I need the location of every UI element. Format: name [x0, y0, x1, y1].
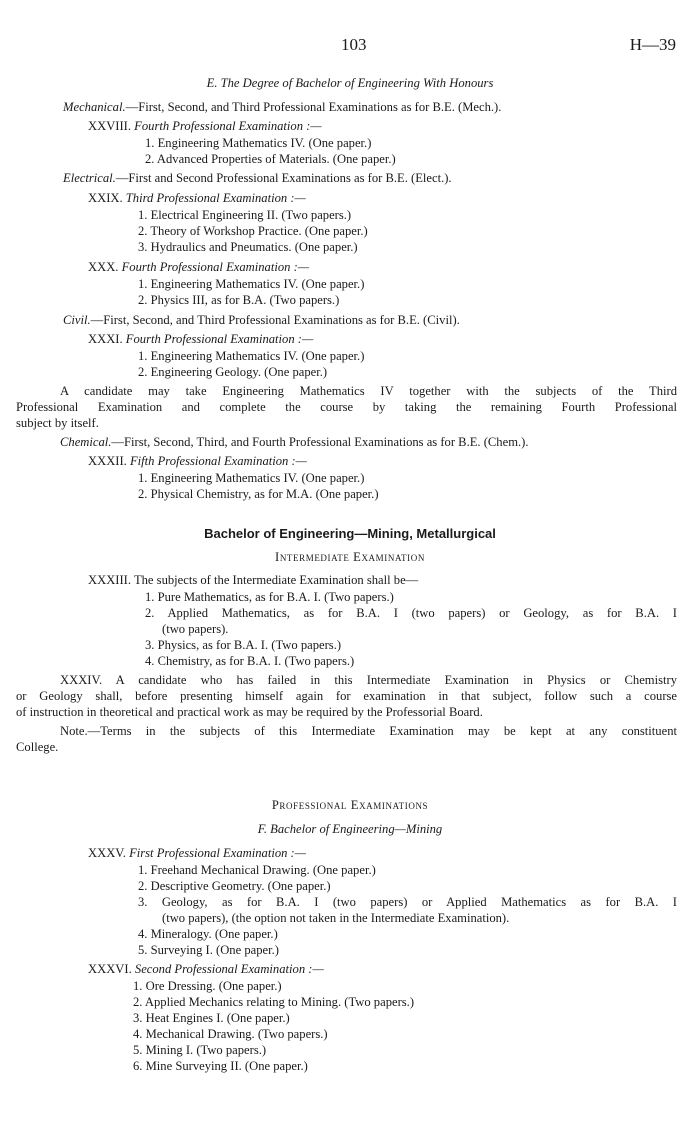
xxxiv-paragraph-line: of instruction in theoretical and practical work as may be required by the Professorial Board. [16, 705, 483, 719]
xxx-title: Fourth Professional Examination :— [121, 260, 309, 274]
xxxiii-item: 4. Chemistry, as for B.A. I. (Two papers.) [145, 654, 355, 668]
xxxv-heading [88, 846, 306, 860]
xxxv-item-continued: (two papers), (the option not taken in the Intermediate Examination). [162, 911, 510, 925]
xxxii-title: Fifth Professional Examination :— [129, 454, 307, 468]
xxxiii-item-continued: (two papers). [162, 622, 229, 636]
chemical-text: —First, Second, Third, and Fourth Professional Examinations as for B.E. (Chem.). [111, 435, 529, 449]
note-paragraph-line: College. [16, 740, 59, 754]
xxxiv-paragraph-line: XXXIV. A candidate who has failed in this Intermediate Examination in Physics or Chemistry [60, 673, 677, 687]
xxxi-heading [88, 332, 313, 346]
xxxvi-item: 5. Mining I. (Two papers.) [133, 1043, 267, 1057]
xxxv-item: 3. Geology, as for B.A. I (two papers) or Applied Mathematics as for B.A. I [138, 895, 677, 909]
xxxiii-num: XXXIII. [88, 573, 132, 587]
xxxv-item: 4. Mineralogy. (One paper.) [138, 927, 278, 941]
xxxiii-item: 3. Physics, as for B.A. I. (Two papers.) [145, 638, 342, 652]
chemical-label: Chemical. [60, 435, 112, 449]
xxxv-item: 5. Surveying I. (One paper.) [138, 943, 279, 957]
section-e-title: E. The Degree of Bachelor of Engineering With Honours [206, 76, 494, 90]
xxxii-item: 1. Engineering Mathematics IV. (One paper.) [138, 471, 365, 485]
electrical-label: Electrical. [63, 171, 116, 185]
candidate-paragraph-line: Professional Examination and complete the course by taking the remaining Fourth Professional [16, 400, 677, 414]
mining-heading: Bachelor of Engineering—Mining, Metallurgical [204, 526, 496, 541]
xxxii-item: 2. Physical Chemistry, as for M.A. (One paper.) [138, 487, 379, 501]
mechanical-text: —First, Second, and Third Professional Examinations as for B.E. (Mech.). [125, 100, 502, 114]
xxxiv-paragraph-line: or Geology shall, before presenting himself again for examination in that subject, follow such a course [16, 689, 677, 703]
xxix-heading [88, 191, 306, 205]
xxviii-heading [88, 119, 322, 133]
chemical-line [60, 435, 529, 449]
xxxvi-item: 4. Mechanical Drawing. (Two papers.) [133, 1027, 328, 1041]
xxviii-item: 2. Advanced Properties of Materials. (One paper.) [145, 152, 396, 166]
xxix-item: 1. Electrical Engineering II. (Two papers.) [138, 208, 352, 222]
mechanical-line [63, 100, 501, 114]
xxxi-num: XXXI. [88, 332, 123, 346]
xxxvi-item: 6. Mine Surveying II. (One paper.) [133, 1059, 308, 1073]
xxxvi-item: 3. Heat Engines I. (One paper.) [133, 1011, 290, 1025]
xxxv-title: First Professional Examination :— [129, 846, 306, 860]
page-number: 103 [341, 35, 367, 54]
xxix-item: 3. Hydraulics and Pneumatics. (One paper.) [138, 240, 358, 254]
xxxvi-heading [88, 962, 324, 976]
xxx-heading [88, 260, 309, 274]
xxxiii-lead-line [88, 573, 418, 587]
xxxiii-lead: The subjects of the Intermediate Examination shall be— [133, 573, 419, 587]
xxxi-item: 1. Engineering Mathematics IV. (One paper.) [138, 349, 365, 363]
candidate-paragraph-line: A candidate may take Engineering Mathematics IV together with the subjects of the Third [60, 384, 677, 398]
xxxv-item: 2. Descriptive Geometry. (One paper.) [138, 879, 331, 893]
page-reference: H—39 [629, 35, 676, 54]
note-paragraph-line: Note.—Terms in the subjects of this Intermediate Examination may be kept at any constituent [60, 724, 677, 738]
xxx-item: 1. Engineering Mathematics IV. (One paper.) [138, 277, 365, 291]
xxviii-title: Fourth Professional Examination :— [134, 119, 322, 133]
professional-examinations-heading: Professional Examinations [271, 798, 429, 812]
xxx-num: XXX. [88, 260, 119, 274]
civil-text: —First, Second, and Third Professional Examinations as for B.E. (Civil). [90, 313, 460, 327]
xxxii-num: XXXII. [88, 454, 127, 468]
section-f-title: F. Bachelor of Engineering—Mining [257, 822, 443, 836]
xxxiii-item: 1. Pure Mathematics, as for B.A. I. (Two papers.) [145, 590, 394, 604]
xxxvi-num: XXXVI. [88, 962, 132, 976]
xxxi-item: 2. Engineering Geology. (One paper.) [138, 365, 328, 379]
xxxvi-title: Second Professional Examination :— [134, 962, 324, 976]
civil-label: Civil. [63, 313, 91, 327]
xxxv-num: XXXV. [88, 846, 126, 860]
xxx-item: 2. Physics III, as for B.A. (Two papers.) [138, 293, 340, 307]
electrical-text: —First and Second Professional Examinations as for B.E. (Elect.). [115, 171, 452, 185]
xxxiii-item: 2. Applied Mathematics, as for B.A. I (two papers) or Geology, as for B.A. I [145, 606, 677, 620]
xxix-num: XXIX. [88, 191, 123, 205]
xxviii-item: 1. Engineering Mathematics IV. (One paper.) [145, 136, 372, 150]
xxxvi-item: 2. Applied Mechanics relating to Mining. (Two papers.) [133, 995, 415, 1009]
xxxii-heading [88, 454, 307, 468]
mechanical-label: Mechanical. [63, 100, 126, 114]
candidate-paragraph-line: subject by itself. [16, 416, 99, 430]
civil-line [63, 313, 460, 327]
xxxvi-item: 1. Ore Dressing. (One paper.) [133, 979, 282, 993]
xxxv-item: 1. Freehand Mechanical Drawing. (One paper.) [138, 863, 376, 877]
xxix-item: 2. Theory of Workshop Practice. (One paper.) [138, 224, 368, 238]
xxxi-title: Fourth Professional Examination :— [125, 332, 314, 346]
xxix-title: Third Professional Examination :— [125, 191, 306, 205]
xxviii-num: XXVIII. [88, 119, 132, 133]
intermediate-subheading: Intermediate Examination [275, 550, 425, 564]
electrical-line [63, 171, 452, 185]
